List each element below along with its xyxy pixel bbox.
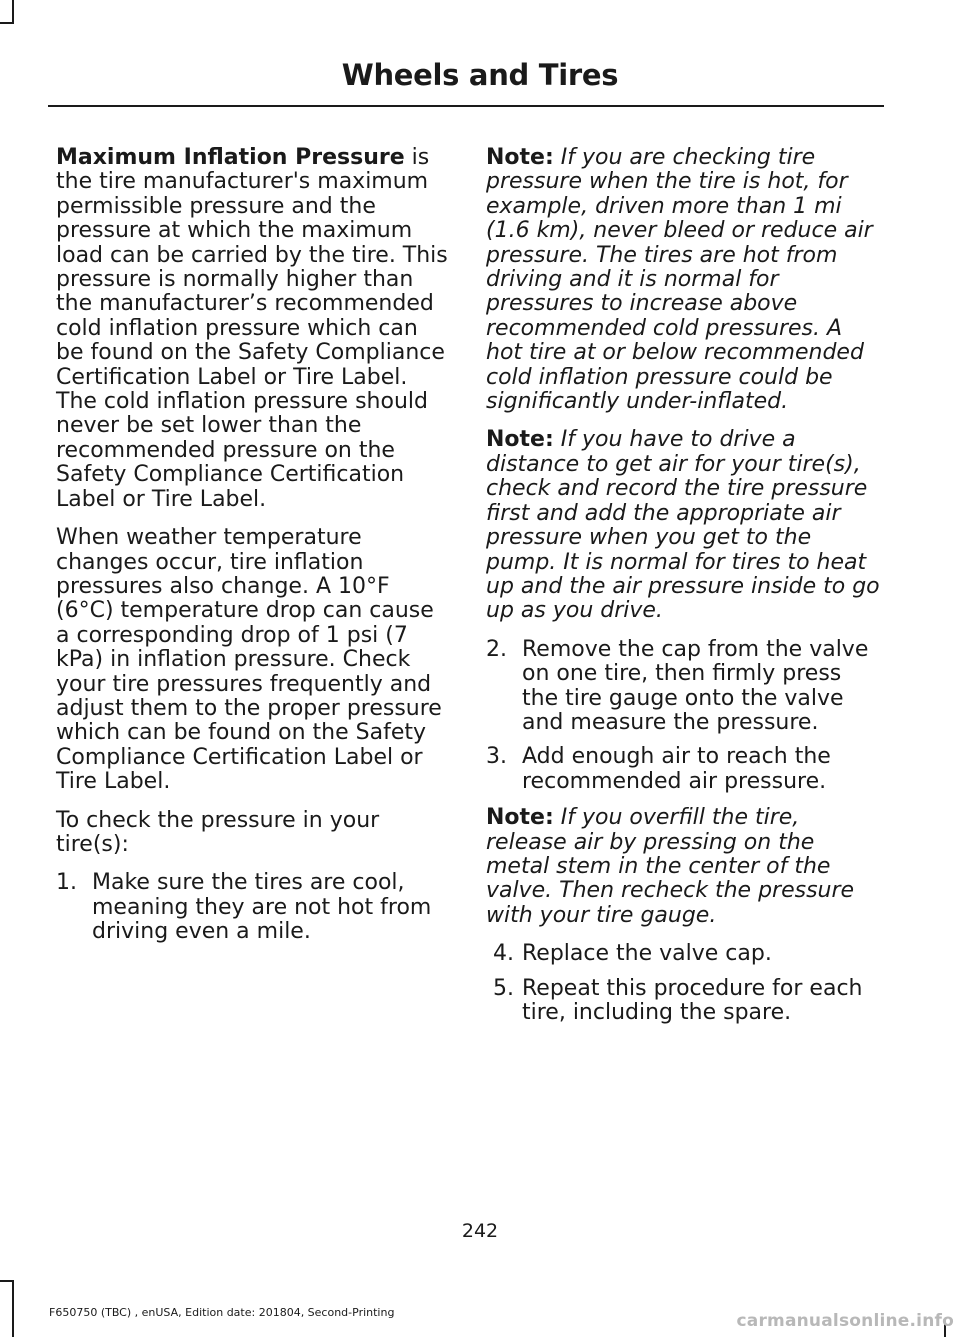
left-column (56, 146, 452, 957)
header-divider (48, 105, 884, 107)
step-item (486, 638, 884, 736)
page-number: 242 (461, 1220, 499, 1242)
step-text: Make sure the tires are cool, meaning they are not hot from driving even a mile. (92, 870, 432, 945)
note-text: If you overfill the tire, release air by pressing on the metal stem in the center of the valve. Then recheck the pressure with your tire gauge. (486, 805, 855, 928)
step-number: 3. (486, 744, 507, 770)
step-text: Replace the valve cap. (522, 941, 772, 967)
crop-mark-bottom-left-h (0, 1280, 14, 1282)
note-drive-distance (486, 428, 884, 623)
step-number: 1. (56, 870, 77, 896)
step-number: 5. (493, 975, 514, 1001)
step-item (56, 871, 452, 944)
steps-list-right-b (486, 942, 884, 1025)
step-text: Add enough air to reach the recommended air pressure. (522, 744, 831, 794)
right-column (486, 146, 884, 1037)
step-item (486, 942, 884, 966)
crop-mark-top-left (12, 0, 14, 22)
step-number: 4. (493, 941, 514, 967)
crop-mark-top-left-h (0, 22, 14, 24)
watermark-link[interactable]: carmanualsonline.info (736, 1311, 954, 1331)
check-intro-paragraph: To check the pressure in your tire(s): (56, 807, 380, 857)
step-number: 2. (486, 636, 507, 662)
note-text: If you have to drive a distance to get air for your tire(s), check and record the tire pressure first and add the appropriate air pressure when you get to the pump. It is normal for tires to heat up and the air pressure inside to go up as you drive. (486, 427, 880, 624)
note-overfill (486, 806, 884, 928)
note-text: If you are checking tire pressure when the tire is hot, for example, driven more than 1 mi (1.6 km), never bleed or reduce air pressure. The tires are hot from driving and it is normal for pressures to increase above recommended cold pressures. A hot tire at or below recommended cold inflation pressure could be significantly under-inflated. (486, 145, 873, 415)
steps-list-left (56, 871, 452, 944)
term-max-inflation: Maximum Inflation Pressure (56, 145, 405, 170)
edition-footer: F650750 (TBC) , enUSA, Edition date: 201804, Second-Printing (49, 1306, 395, 1319)
temperature-paragraph: When weather temperature changes occur, tire inflation pressures also change. A 10°F (6°C) temperature drop can cause a corresponding drop of 1 psi (7 kPa) in inflation pressure. Check your tire pressures frequently and adjust them to the proper pressure which can be found on the Safety Compliance Certification Label or Tire Label. (56, 525, 442, 795)
max-inflation-paragraph (56, 146, 452, 512)
note-label: Note: (486, 427, 554, 453)
note-hot-tire (486, 146, 884, 414)
page-title: Wheels and Tires (341, 58, 619, 92)
step-text: Remove the cap from the valve on one tire, then firmly press the tire gauge onto the valve and measure the pressure. (522, 636, 869, 735)
max-inflation-text: is the tire manufacturer's maximum permissible pressure and the pressure at which the maximum load can be carried by the tire. This pressure is normally higher than the manufacturer’s recommended cold inflation pressure which can be found on the Safety Compliance Certification Label or Tire Label. The cold inflation pressure should never be set lower than the recommended pressure on the Safety Compliance Certification Label or Tire Label. (56, 145, 448, 512)
note-label: Note: (486, 145, 554, 170)
step-item (486, 745, 884, 794)
steps-list-right-a (486, 638, 884, 794)
note-label: Note: (486, 805, 554, 831)
step-item (486, 977, 884, 1026)
crop-mark-bottom-left (12, 1280, 14, 1337)
step-text: Repeat this procedure for each tire, including the spare. (522, 975, 863, 1025)
